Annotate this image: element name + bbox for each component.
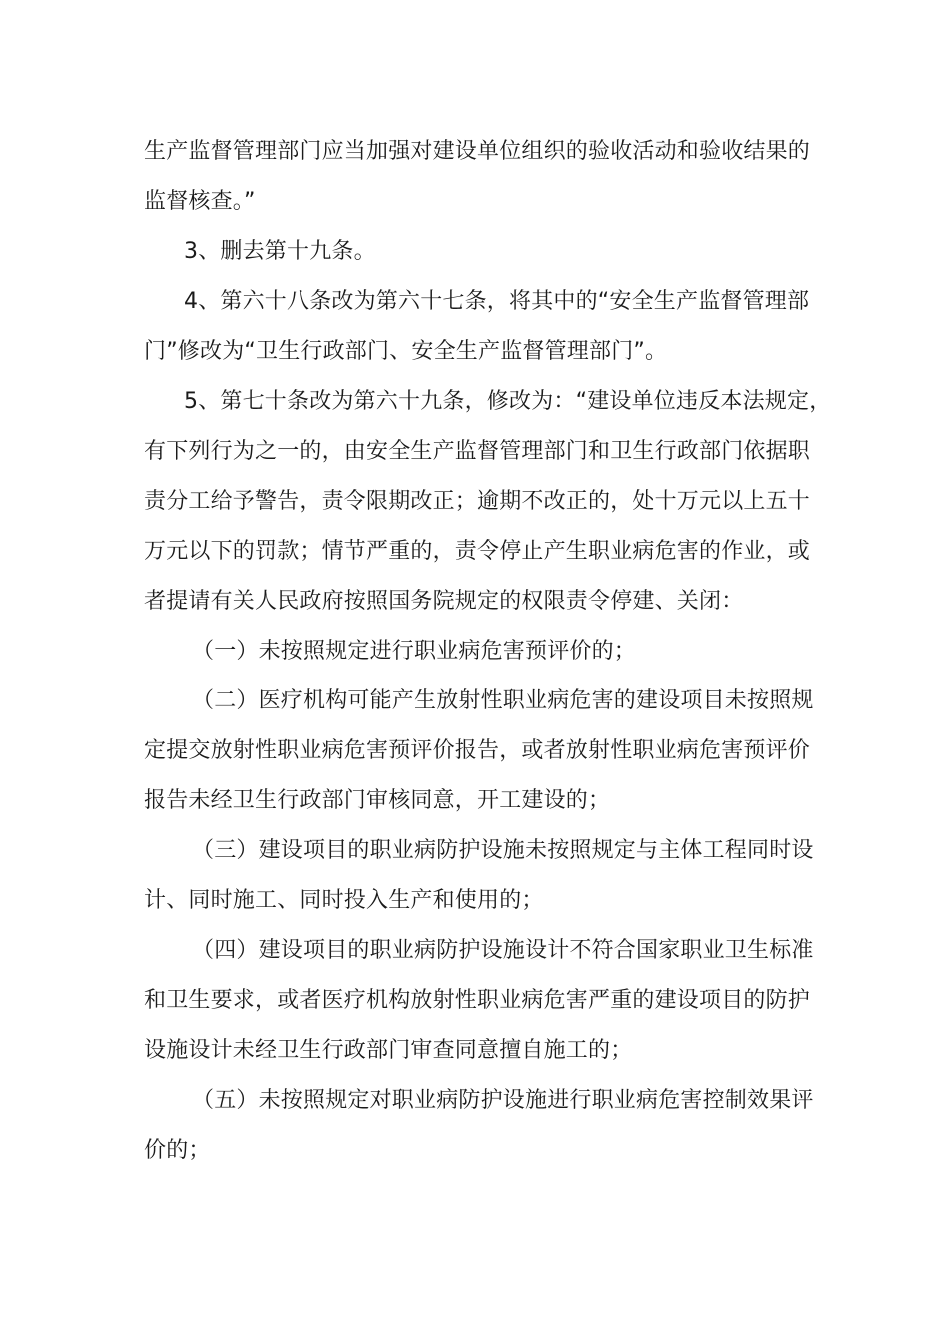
text-line: （二）医疗机构可能产生放射性职业病危害的建设项目未按照规 [192,688,814,713]
text-line: （五）未按照规定对职业病防护设施进行职业病危害控制效果评 [192,1088,814,1113]
text-line: 设施设计未经卫生行政部门审查同意擅自施工的； [144,1038,633,1063]
text-line: 生产监督管理部门应当加强对建设单位组织的验收活动和验收结果的 [144,139,811,164]
text-line: （三）建设项目的职业病防护设施未按照规定与主体工程同时设 [192,838,814,863]
text-line: 报告未经卫生行政部门审核同意，开工建设的； [144,788,611,813]
text-line: 定提交放射性职业病危害预评价报告，或者放射性职业病危害预评价 [144,738,811,763]
text-line: 5、第七十条改为第六十九条，修改为：“建设单位违反本法规定， [184,389,832,414]
text-line: 者提请有关人民政府按照国务院规定的权限责令停建、关闭： [144,589,744,614]
text-line: 门”修改为“卫生行政部门、安全生产监督管理部门”。 [144,339,668,364]
text-line: 有下列行为之一的，由安全生产监督管理部门和卫生行政部门依据职 [144,439,811,464]
text-line: 价的； [144,1138,211,1163]
text-line: （四）建设项目的职业病防护设施设计不符合国家职业卫生标准 [192,938,814,963]
text-line: 4、第六十八条改为第六十七条，将其中的“安全生产监督管理部 [184,289,810,314]
text-line: （一）未按照规定进行职业病危害预评价的； [192,639,637,664]
text-line: 监督核查。” [144,189,256,214]
text-line: 责分工给予警告，责令限期改正；逾期不改正的，处十万元以上五十 [144,489,811,514]
text-line: 和卫生要求，或者医疗机构放射性职业病危害严重的建设项目的防护 [144,988,811,1013]
text-line: 计、同时施工、同时投入生产和使用的； [144,888,544,913]
text-line: 3、删去第十九条。 [184,239,376,264]
text-line: 万元以下的罚款；情节严重的，责令停止产生职业病危害的作业，或 [144,539,811,564]
